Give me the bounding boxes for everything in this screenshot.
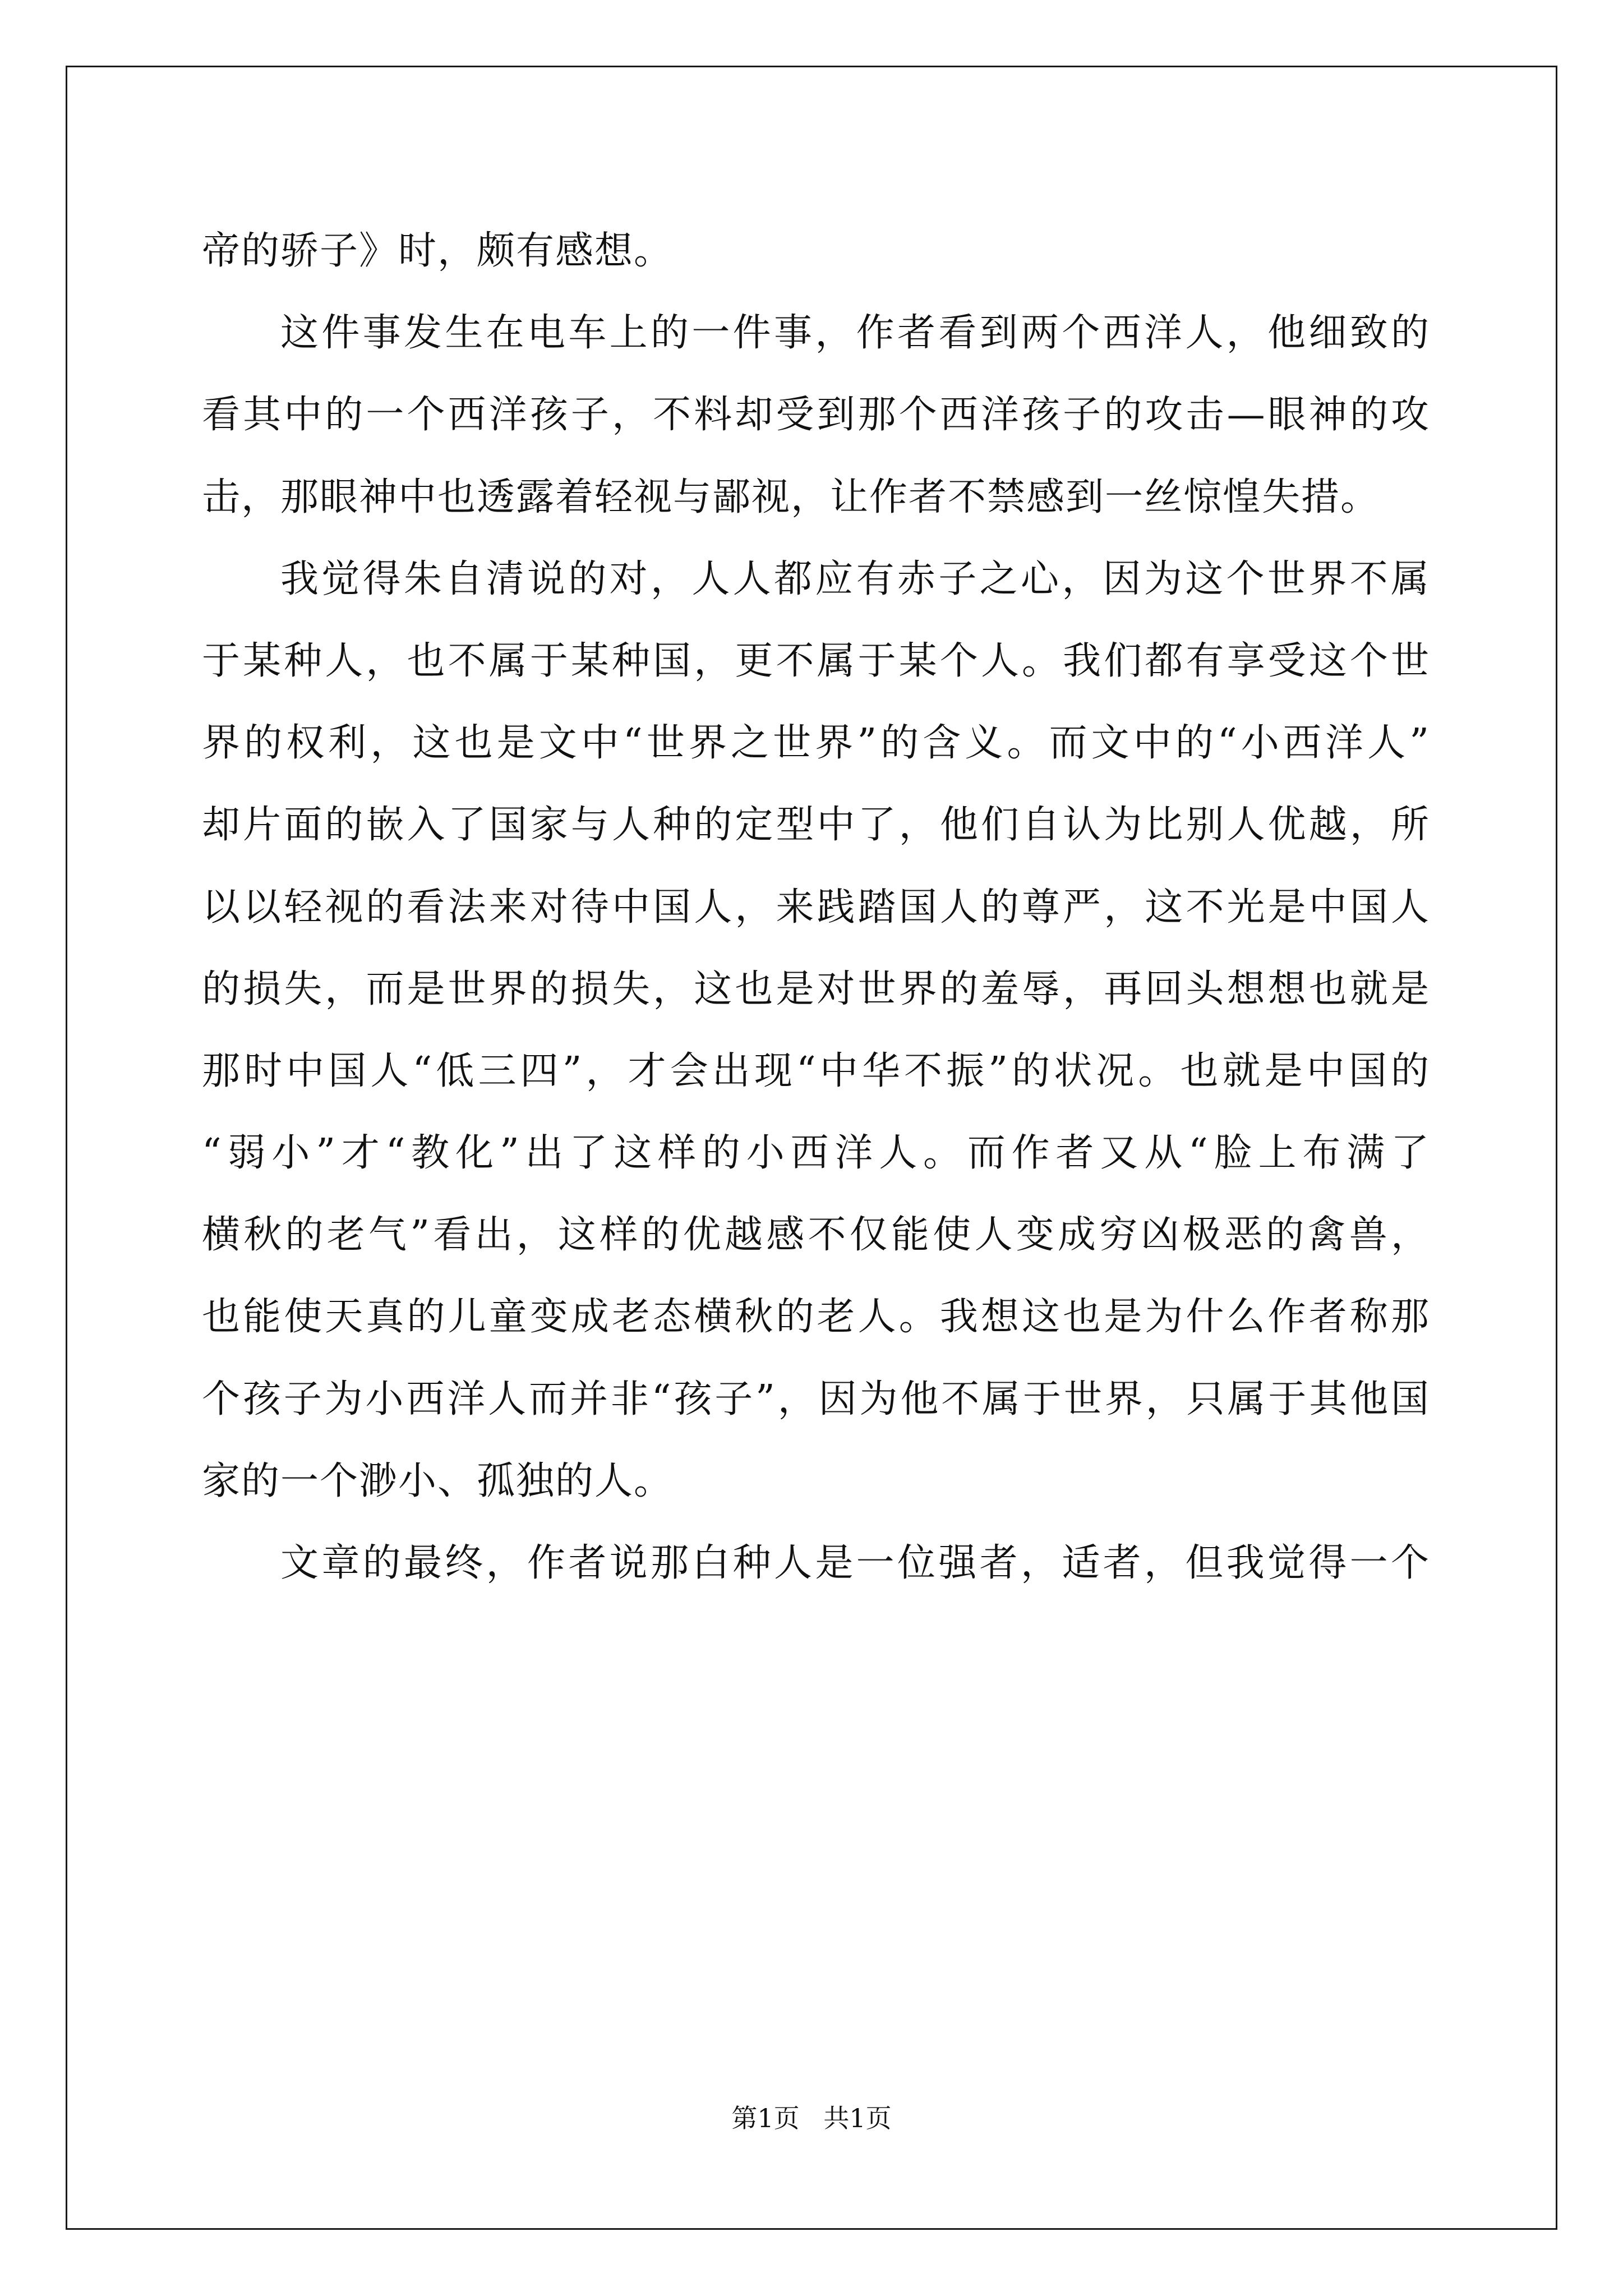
text-line: 界的权利，这也是文中“世界之世界”的含义。而文中的“小西洋人” [202,721,1430,766]
text-line: 文章的最终，作者说那白种人是一位强者，适者，但我觉得一个 [280,1541,1430,1585]
page-footer [0,2098,1623,2135]
text-line: 个孩子为小西洋人而并非“孩子”，因为他不属于世界，只属于其他国 [202,1377,1430,1421]
text-line: 也能使天真的儿童变成老态横秋的老人。我想这也是为什么作者称那 [202,1295,1430,1340]
text-line: 击，那眼神中也透露着轻视与鄙视，让作者不禁感到一丝惊惶失措。 [202,475,1380,519]
text-line: 我觉得朱自清说的对，人人都应有赤子之心，因为这个世界不属 [280,556,1430,601]
document-body [202,210,1430,1604]
text-line: 那时中国人“低三四”，才会出现“中华不振”的状况。也就是中国的 [202,1048,1430,1093]
text-line: 的损失，而是世界的损失，这也是对世界的羞辱，再回头想想也就是 [202,967,1430,1011]
text-line: 帝的骄子》时，颇有感想。 [202,229,674,273]
text-line: 家的一个渺小、孤独的人。 [202,1458,674,1503]
page-total: 共1页 [823,2103,892,2133]
text-line: 这件事发生在电车上的一件事，作者看到两个西洋人，他细致的 [280,311,1430,356]
text-line: 以以轻视的看法来对待中国人，来践踏国人的尊严，这不光是中国人 [202,885,1430,930]
text-line: 却片面的嵌入了国家与人种的定型中了，他们自认为比别人优越，所 [202,803,1430,848]
page-number: 第1页 [731,2103,800,2133]
text-line: “弱小”才“教化”出了这样的小西洋人。而作者又从“脸上布满了 [202,1131,1430,1176]
text-line: 看其中的一个西洋孩子，不料却受到那个西洋孩子的攻击—眼神的攻 [202,393,1430,438]
text-line: 于某种人，也不属于某种国，更不属于某个人。我们都有享受这个世 [202,638,1430,683]
text-line: 横秋的老气”看出，这样的优越感不仅能使人变成穷凶极恶的禽兽， [202,1213,1430,1258]
